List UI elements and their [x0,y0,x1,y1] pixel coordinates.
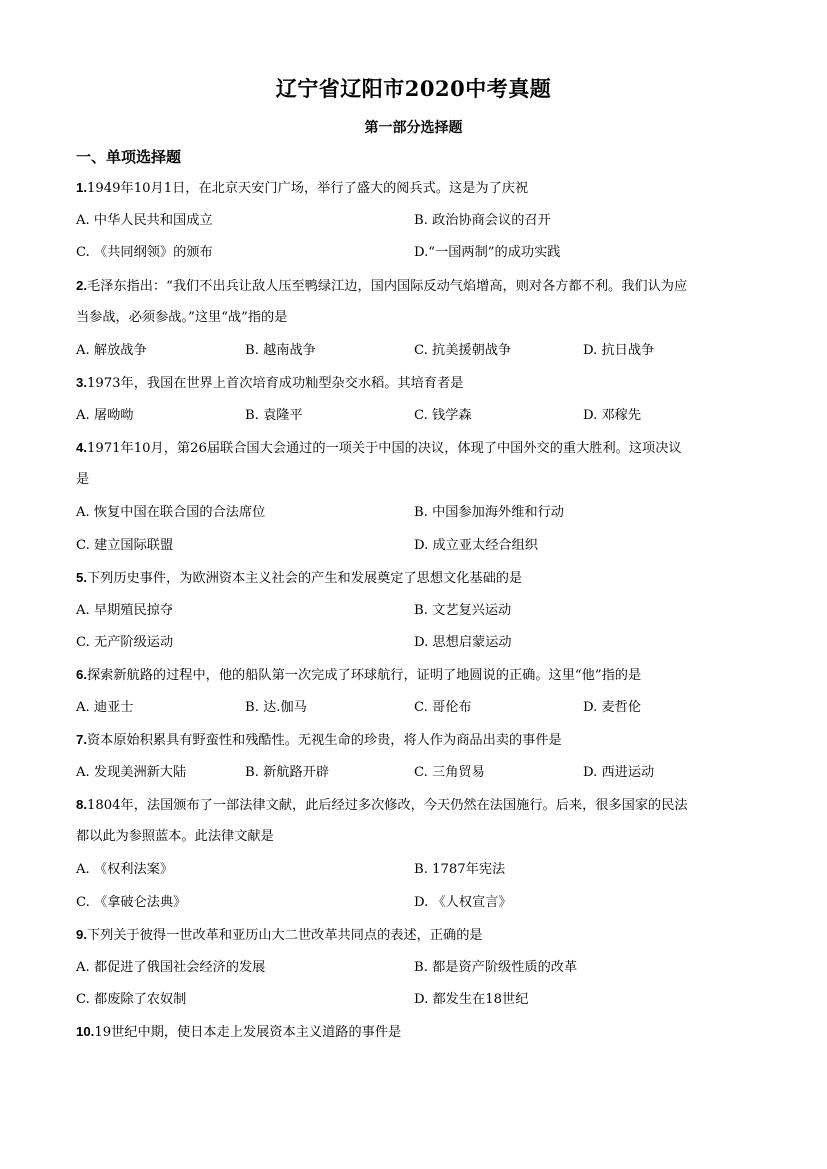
question-number: 9. [76,927,87,942]
option-a: A. 发现美洲新大陆 [76,765,187,780]
option-a: A. 早期殖民掠夺 [76,603,174,618]
option-a: A. 迪亚士 [76,700,134,715]
page-subtitle: 第一部分选择题 [364,120,463,136]
option-c: C. 三角贸易 [414,765,485,780]
question-4-line-2: 是 [76,472,90,487]
question-8 [76,789,756,822]
option-a: A. 解放战争 [76,343,147,358]
question-10 [76,1016,756,1049]
option-c: C. 钱学森 [414,408,472,423]
question-text: 19世纪中期，使日本走上发展资本主义道路的事件是 [94,1025,402,1040]
question-number: 8. [76,797,87,812]
option-a: A. 《权利法案》 [76,862,174,877]
question-number: 10. [76,1024,95,1039]
option-b: B. 袁隆平 [245,408,303,423]
option-c: C. 建立国际联盟 [76,538,174,553]
option-a: A. 屠呦呦 [76,408,134,423]
question-number: 5. [76,570,87,585]
option-b: B. 新航路开辟 [245,765,330,780]
question-3 [76,367,756,400]
option-d: D.“一国两制”的成功实践 [414,245,561,260]
option-d: D. 麦哲伦 [583,700,642,715]
option-a: A. 恢复中国在联合国的合法席位 [76,505,266,520]
question-2 [76,270,756,303]
question-1 [76,172,756,205]
question-4 [76,432,756,465]
option-b: B. 1787年宪法 [414,862,506,877]
question-text: 1949年10月1日，在北京天安门广场，举行了盛大的阅兵式。这是为了庆祝 [87,181,529,196]
question-2-line-2: 当参战，必须参战。”这里“战”指的是 [76,310,288,325]
question-text: 资本原始积累具有野蛮性和残酷性。无视生命的珍贵，将人作为商品出卖的事件是 [87,733,562,748]
option-b: B. 越南战争 [245,343,316,358]
question-text: 1804年，法国颁布了一部法律文献，此后经过多次修改，今天仍然在法国施行。后来，很多国家的民法 [87,798,688,813]
question-5 [76,562,756,595]
option-b: B. 达.伽马 [245,700,307,715]
question-text: 1973年，我国在世界上首次培育成功籼型杂交水稻。其培育者是 [87,376,464,391]
option-b: B. 中国参加海外维和行动 [414,505,564,520]
option-d: D. 抗日战争 [583,343,655,358]
option-a: A. 中华人民共和国成立 [76,213,213,228]
question-8-line-2: 都以此为参照蓝本。此法律文献是 [76,829,274,844]
option-d: D. 邓稼先 [583,408,642,423]
question-text: 毛泽东指出：“我们不出兵让敌人压至鸭绿江边，国内国际反动气焰增高，则对各方都不利。我们认为应 [87,279,688,294]
question-9 [76,919,756,952]
option-d: D. 思想启蒙运动 [414,635,512,650]
option-c: C. 《拿破仑法典》 [76,895,187,910]
option-c: C. 哥伦布 [414,700,472,715]
question-text: 下列关于彼得一世改革和亚历山大二世改革共同点的表述，正确的是 [87,928,483,943]
question-number: 1. [76,180,87,195]
option-c: C. 无产阶级运动 [76,635,174,650]
option-b: B. 政治协商会议的召开 [414,213,551,228]
option-c: C. 都废除了农奴制 [76,992,187,1007]
section-heading: 一、单项选择题 [76,148,182,166]
question-number: 7. [76,732,87,747]
option-d: D. 都发生在18世纪 [414,992,529,1007]
option-d: D. 成立亚太经合组织 [414,538,538,553]
option-b: B. 文艺复兴运动 [414,603,512,618]
option-a: A. 都促进了俄国社会经济的发展 [76,960,266,975]
question-6 [76,659,756,692]
question-text: 1971年10月，第26届联合国大会通过的一项关于中国的决议，体现了中国外交的重大胜利。这项决议 [87,441,682,456]
question-number: 2. [76,278,87,293]
question-number: 4. [76,440,87,455]
option-c: C. 《共同纲领》的颁布 [76,245,213,260]
question-number: 3. [76,375,87,390]
option-c: C. 抗美援朝战争 [414,343,512,358]
question-text: 探索新航路的过程中，他的船队第一次完成了环球航行，证明了地圆说的正确。这里“他”指的是 [87,668,642,683]
option-d: D. 《人权宣言》 [414,895,512,910]
question-7 [76,724,756,757]
option-b: B. 都是资产阶级性质的改革 [414,960,578,975]
option-d: D. 西进运动 [583,765,655,780]
question-text: 下列历史事件，为欧洲资本主义社会的产生和发展奠定了思想文化基础的是 [87,571,523,586]
page-title: 辽宁省辽阳市2020中考真题 [275,76,552,101]
question-number: 6. [76,667,87,682]
